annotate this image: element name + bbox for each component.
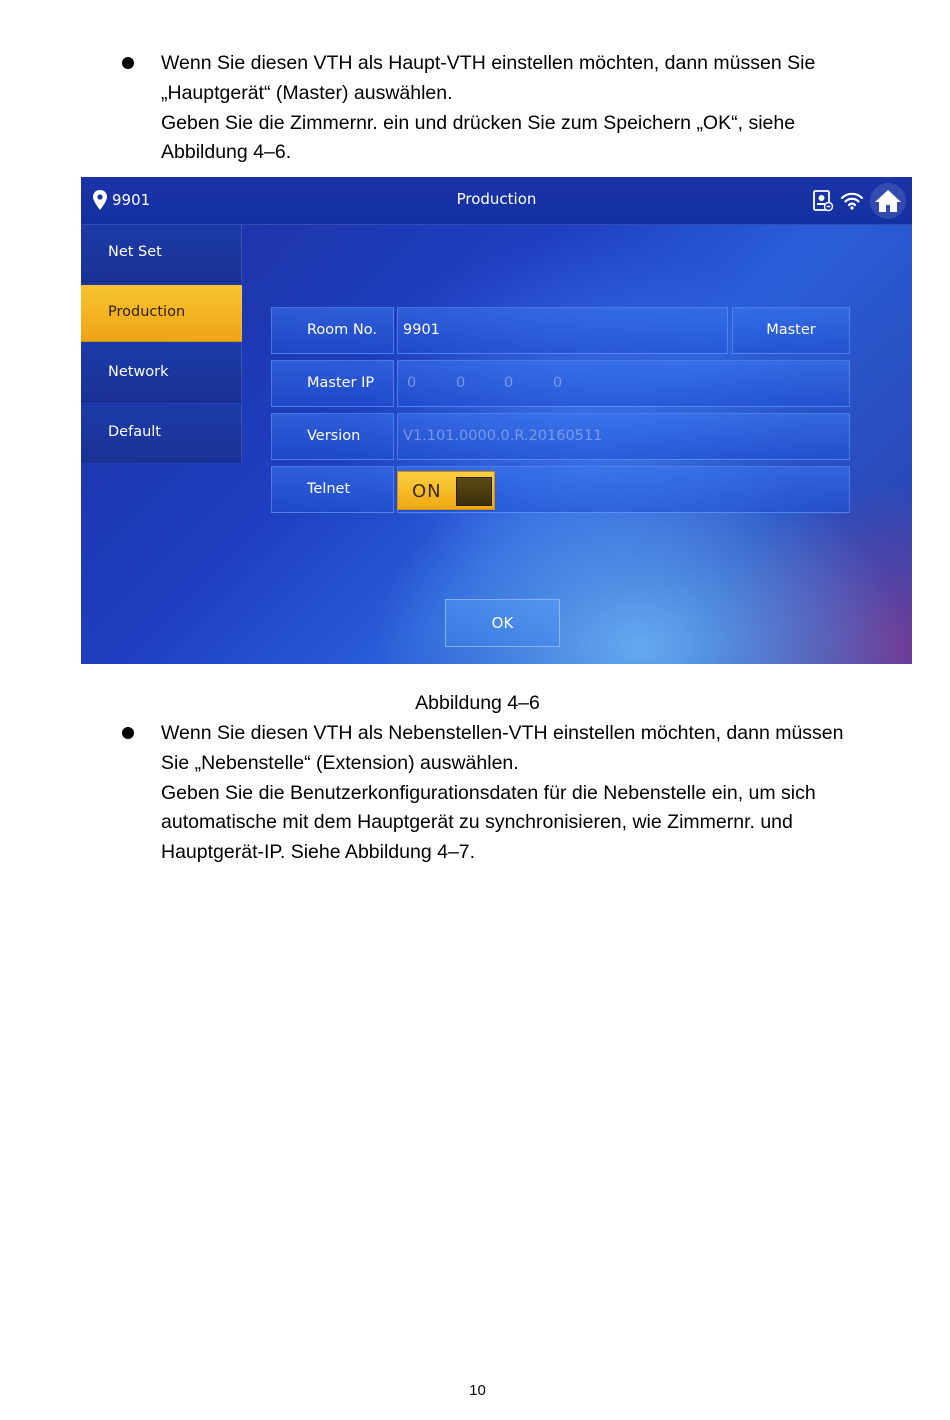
sidebar-item-production[interactable] xyxy=(81,285,242,342)
room-no-input[interactable] xyxy=(397,307,728,354)
telnet-toggle[interactable] xyxy=(397,471,495,510)
page-number: 10 xyxy=(469,1382,486,1399)
master-ip-octet-2: 0 xyxy=(456,375,466,391)
second-line-1: Wenn Sie diesen VTH als Nebenstellen-VTH einstellen möchten, dann müssen xyxy=(161,722,844,744)
intro-line-1: Wenn Sie diesen VTH als Haupt-VTH einstellen möchten, dann müssen Sie xyxy=(161,52,816,74)
intro-line-3: Geben Sie die Zimmernr. ein und drücken Sie zum Speichern „OK“, siehe xyxy=(161,111,796,134)
figure-caption: Abbildung 4–6 xyxy=(415,692,540,714)
second-line-3: Geben Sie die Benutzerkonfigurationsdaten für die Nebenstelle ein, um sich xyxy=(161,781,816,804)
room-no-value: 9901 xyxy=(403,322,440,338)
sidebar-item-default[interactable] xyxy=(81,405,242,462)
telnet-toggle-knob xyxy=(456,477,492,506)
sidebar-item-network[interactable] xyxy=(81,345,242,402)
sidebar-item-net-set[interactable] xyxy=(81,225,242,282)
intro-paragraph xyxy=(161,49,901,168)
sidebar-item-label: Production xyxy=(108,304,186,320)
master-ip-input[interactable] xyxy=(397,360,850,407)
screen-title: Production xyxy=(456,190,537,208)
sidebar-item-label: Network xyxy=(108,364,169,380)
version-label-cell xyxy=(271,413,394,460)
status-icons xyxy=(812,183,906,219)
sidebar xyxy=(81,225,242,465)
master-button[interactable] xyxy=(732,307,850,354)
second-line-4: automatische mit dem Hauptgerät zu synchronisieren, wie Zimmernr. und xyxy=(161,811,793,834)
telnet-row xyxy=(271,466,850,513)
home-button[interactable] xyxy=(870,183,906,219)
room-no-label: Room No. xyxy=(307,322,377,338)
master-ip-label-cell xyxy=(271,360,394,407)
version-value: V1.101.0000.0.R.20160511 xyxy=(403,428,603,444)
ok-button[interactable]: OK xyxy=(445,599,560,647)
room-no-label-cell xyxy=(271,307,394,354)
master-ip-row xyxy=(271,360,850,407)
device-screenshot xyxy=(81,177,912,664)
wifi-icon[interactable] xyxy=(840,191,864,211)
master-button-label: Master xyxy=(766,322,816,338)
intro-line-2: „Hauptgerät“ (Master) auswählen. xyxy=(161,81,453,104)
master-ip-octet-1: 0 xyxy=(407,375,417,391)
second-line-2: Sie „Nebenstelle“ (Extension) auswählen. xyxy=(161,751,519,774)
master-ip-octet-4: 0 xyxy=(553,375,563,391)
telnet-label: Telnet xyxy=(307,481,351,497)
second-line-5: Hauptgerät-IP. Siehe Abbildung 4–7. xyxy=(161,841,476,864)
top-bar xyxy=(81,177,912,225)
telnet-toggle-state: ON xyxy=(412,481,442,502)
master-ip-octet-3: 0 xyxy=(504,375,514,391)
room-no-row xyxy=(271,307,850,354)
version-row xyxy=(271,413,850,460)
second-paragraph xyxy=(161,719,901,868)
bullet-1 xyxy=(122,57,134,69)
sidebar-item-label: Default xyxy=(108,424,161,440)
intro-line-4: Abbildung 4–6. xyxy=(161,141,292,164)
home-icon xyxy=(874,188,902,214)
version-label: Version xyxy=(307,428,361,444)
master-ip-label: Master IP xyxy=(307,375,375,391)
intercom-status-icon[interactable] xyxy=(812,190,834,212)
version-field xyxy=(397,413,850,460)
room-number-label: 9901 xyxy=(112,191,151,209)
bullet-2 xyxy=(122,727,134,739)
sidebar-item-label: Net Set xyxy=(108,244,162,260)
telnet-label-cell xyxy=(271,466,394,513)
